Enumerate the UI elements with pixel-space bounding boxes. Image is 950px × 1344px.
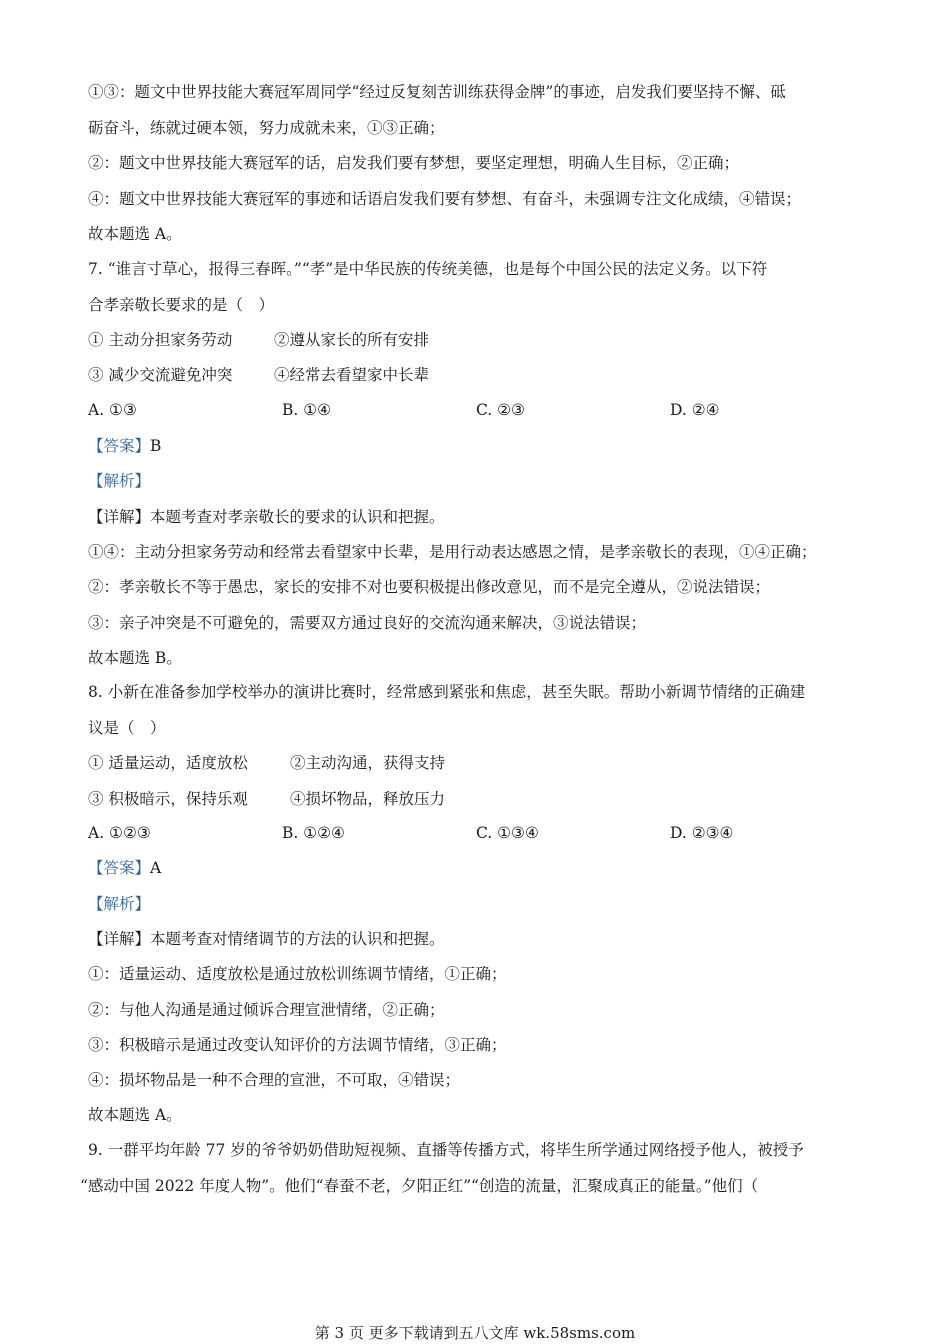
q8-option-c: C. ①③④ xyxy=(476,824,539,842)
q7-conclusion: 故本题选 B。 xyxy=(88,649,182,667)
q7-item: ③ 减少交流避免冲突 xyxy=(88,366,233,384)
q7-item: ① 主动分担家务劳动 xyxy=(88,331,233,349)
analysis-tag: 【解析】 xyxy=(88,472,151,490)
q8-option-d: D. ②③④ xyxy=(670,824,734,842)
page-footer: 第 3 页 更多下载请到五八文库 wk.58sms.com xyxy=(314,1324,636,1342)
q8-detail: ④：损坏物品是一种不合理的宣泄，不可取，④错误； xyxy=(88,1071,461,1089)
analysis-tag: 【解析】 xyxy=(88,895,151,913)
q8-item: ① 适量运动，适度放松 xyxy=(88,754,248,772)
q8-item: ④损坏物品，释放压力 xyxy=(290,790,446,808)
q8-detail: ②：与他人沟通是通过倾诉合理宣泄情绪，②正确； xyxy=(88,1001,445,1019)
q8-stem: 8. 小新在准备参加学校举办的演讲比赛时，经常感到紧张和焦虑，甚至失眠。帮助小新调节情绪的正确建 xyxy=(88,683,806,701)
q8-option-b: B. ①②④ xyxy=(282,824,345,842)
q7-detail: ③：亲子冲突是不可避免的，需要双方通过良好的交流沟通来解决，③说法错误； xyxy=(88,614,647,632)
q7-item: ④经常去看望家中长辈 xyxy=(274,366,430,384)
q8-detail: ③：积极暗示是通过改变认知评价的方法调节情绪，③正确； xyxy=(88,1036,507,1054)
q7-option-c: C. ②③ xyxy=(476,401,525,419)
q7-option-b: B. ①④ xyxy=(282,401,332,419)
q9-stem: “感动中国 2022 年度人物”。他们“春蚕不老，夕阳正红”“创造的流量，汇聚成真正的能量。”他们（ xyxy=(80,1177,759,1195)
q7-detail: ②：孝亲敬长不等于愚忠，家长的安排不对也要积极提出修改意见，而不是完全遵从，②说法错误； xyxy=(88,578,771,596)
q7-option-a: A. ①③ xyxy=(88,401,137,419)
q8-option-a: A. ①②③ xyxy=(88,824,151,842)
q6-analysis-line: 砺奋斗，练就过硬本领，努力成就未来，①③正确； xyxy=(88,119,445,137)
q8-stem: 议是（ ） xyxy=(88,719,166,737)
answer-tag: 【答案】 xyxy=(88,437,151,455)
answer-value: A xyxy=(150,859,162,877)
q8-item: ②主动沟通，获得支持 xyxy=(290,754,446,772)
q7-option-d: D. ②④ xyxy=(670,401,720,419)
q8-answer xyxy=(88,856,890,880)
q6-analysis-line: ④：题文中世界技能大赛冠军的事迹和话语启发我们要有梦想、有奋斗，未强调专注文化成绩，④错误； xyxy=(88,190,802,208)
q6-analysis-line: ①③：题文中世界技能大赛冠军周同学“经过反复刻苦训练获得金牌”的事迹，启发我们要坚持不懈、砥 xyxy=(88,83,786,101)
q6-analysis-line: ②：题文中世界技能大赛冠军的话，启发我们要有梦想，要坚定理想，明确人生目标，②正确； xyxy=(88,154,740,172)
q8-conclusion: 故本题选 A。 xyxy=(88,1106,182,1124)
q7-stem: 7. “谁言寸草心，报得三春晖。”“孝”是中华民族的传统美德，也是每个中国公民的法定义务。以下符 xyxy=(88,260,768,278)
q7-detail: ①④：主动分担家务劳动和经常去看望家中长辈，是用行动表达感恩之情，是孝亲敬长的表现，①④正确； xyxy=(88,543,817,561)
q8-detail: 【详解】本题考查对情绪调节的方法的认识和把握。 xyxy=(88,930,445,948)
answer-tag: 【答案】 xyxy=(88,859,151,877)
q8-item: ③ 积极暗示，保持乐观 xyxy=(88,790,248,808)
q8-detail: ①：适量运动、适度放松是通过放松训练调节情绪，①正确； xyxy=(88,965,507,983)
q9-stem: 9. 一群平均年龄 77 岁的爷爷奶奶借助短视频、直播等传播方式，将毕生所学通过网络授予他人，被授予 xyxy=(88,1141,804,1159)
q7-item: ②遵从家长的所有安排 xyxy=(274,331,430,349)
q7-answer xyxy=(88,434,890,458)
answer-value: B xyxy=(150,437,162,455)
q7-stem: 合孝亲敬长要求的是（ ） xyxy=(88,296,275,314)
q7-detail: 【详解】本题考查对孝亲敬长的要求的认识和把握。 xyxy=(88,508,445,526)
q6-conclusion: 故本题选 A。 xyxy=(88,225,182,243)
